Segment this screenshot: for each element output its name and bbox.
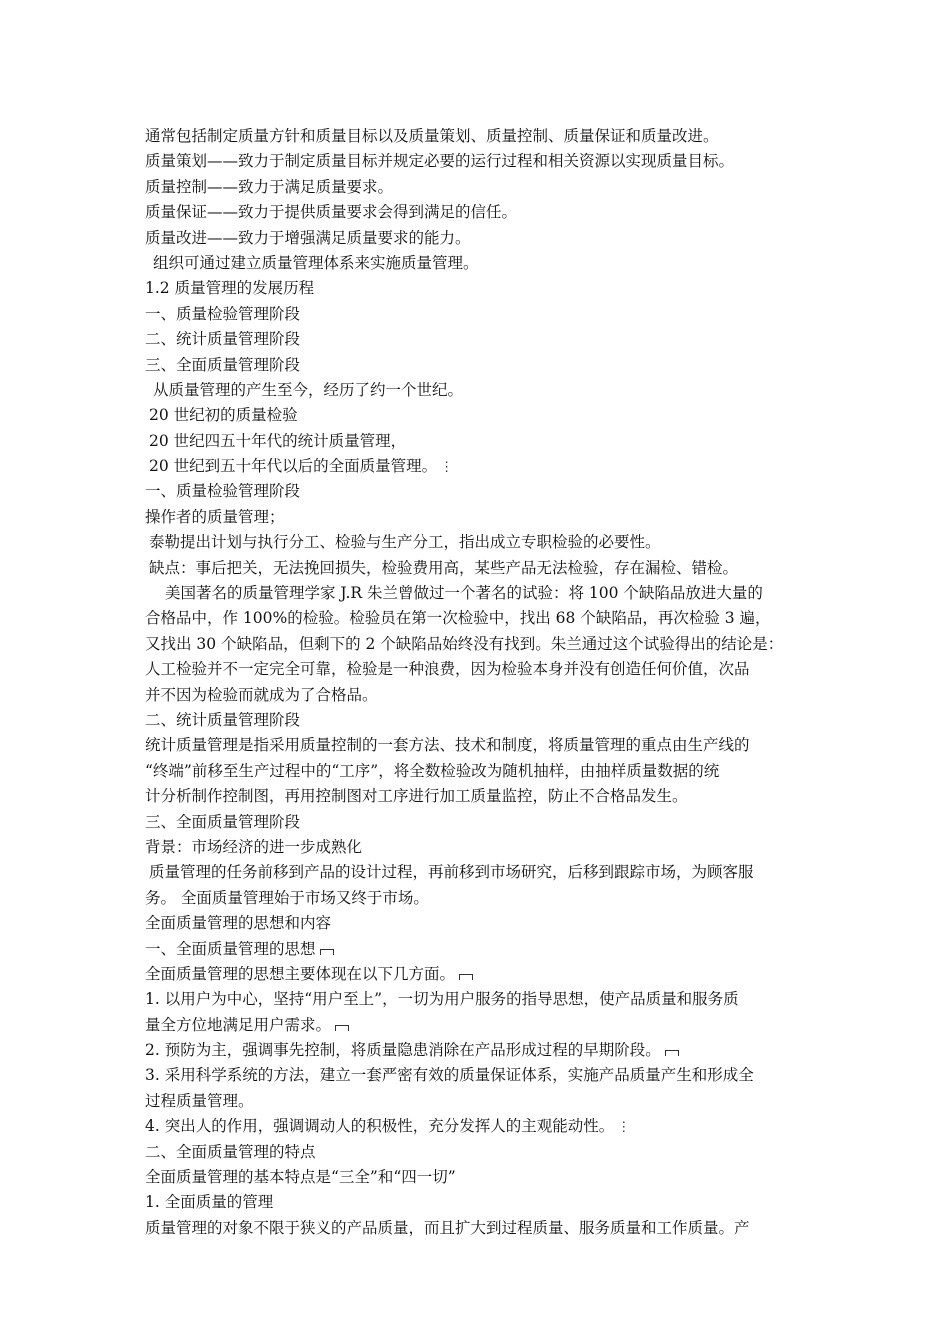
line-text: 20 世纪初的质量检验 [149,406,298,425]
line-text: 一、质量检验管理阶段 [145,304,301,323]
paragraph-line [145,962,815,987]
anchor-bracket-icon [459,974,473,980]
line-text: 质量策划——致力于制定质量目标并规定必要的运行过程和相关资源以实现质量目标。 [145,152,735,171]
line-text: 统计质量管理是指采用质量控制的一套方法、技术和制度，将质量管理的重点由生产线的 [145,736,750,755]
paragraph-line [145,708,815,733]
paragraph-line [145,733,815,758]
paragraph-line [145,378,815,403]
paragraph-line [145,556,815,581]
paragraph-line [145,302,815,327]
line-text: 二、统计质量管理阶段 [145,710,301,729]
paragraph-line [145,759,815,784]
line-text: 又找出 30 个缺陷品，但剩下的 2 个缺陷品始终没有找到。朱兰通过这个试验得出的结论是： [145,634,784,653]
paragraph-line [145,251,815,276]
paragraph-line [145,860,815,885]
line-text: 背景：市场经济的进一步成熟化 [145,837,363,856]
line-text: 1. 以用户为中心，坚持“用户至上”，一切为用户服务的指导思想，使产品质量和服务质 [145,990,739,1009]
line-text: 合格品中，作 100%的检验。检验员在第一次检验中，找出 68 个缺陷品，再次检验 3 遍， [145,609,771,628]
paragraph-line [145,810,815,835]
line-text: 2. 预防为主，强调事先控制，将质量隐患消除在产品形成过程的早期阶段。 [145,1041,661,1060]
line-text: 一、全面质量管理的思想 [145,939,316,958]
paragraph-line [145,429,815,454]
line-text: 泰勒提出计划与执行分工、检验与生产分工，指出成立专职检验的必要性。 [149,533,661,552]
paragraph-line [145,403,815,428]
paragraph-line [145,784,815,809]
line-text: 量全方位地满足用户需求。 [145,1015,332,1034]
line-text: 操作者的质量管理； [145,507,285,526]
line-text: 从质量管理的产生至今，经历了约一个世纪。 [153,380,464,399]
paragraph-line [145,1190,815,1215]
paragraph-line [145,1140,815,1165]
line-text: 组织可通过建立质量管理体系来实施质量管理。 [153,253,479,272]
paragraph-line [145,1063,815,1088]
line-text: 二、统计质量管理阶段 [145,330,301,349]
paragraph-line [145,353,815,378]
paragraph-line [145,987,815,1012]
vertical-ellipsis-icon: ⋮ [617,1120,631,1136]
line-text: 务。 全面质量管理始于市场又终于市场。 [145,888,429,907]
line-text: 3. 采用科学系统的方法，建立一套严密有效的质量保证体系，实施产品质量产生和形成全 [145,1066,754,1085]
paragraph-line [145,1089,815,1114]
paragraph-line [145,657,815,682]
paragraph-line [145,530,815,555]
paragraph-line [145,226,815,251]
line-text: 计分析制作控制图，再用控制图对工序进行加工质量监控，防止不合格品发生。 [145,787,688,806]
line-text: 20 世纪到五十年代以后的全面质量管理。 [149,457,438,476]
paragraph-line [145,124,815,149]
line-text: 质量管理的任务前移到产品的设计过程，再前移到市场研究，后移到跟踪市场，为顾客服 [149,863,754,882]
paragraph-line [145,327,815,352]
paragraph-line [145,479,815,504]
paragraph-line [145,175,815,200]
vertical-ellipsis-icon: ⋮ [440,460,454,476]
paragraph-line [145,1013,815,1038]
paragraph-line [145,937,815,962]
paragraph-line [145,606,815,631]
line-text: 4. 突出人的作用，强调调动人的积极性，充分发挥人的主观能动性。 [145,1117,615,1136]
anchor-bracket-icon [665,1050,679,1056]
paragraph-line [145,454,815,479]
line-text: 全面质量管理的思想主要体现在以下几方面。 [145,964,456,983]
anchor-bracket-icon [320,949,334,955]
paragraph-line [145,683,815,708]
line-text: 过程质量管理。 [145,1091,254,1110]
line-text: 20 世纪四五十年代的统计质量管理， [149,431,407,450]
paragraph-line [145,1216,815,1241]
line-text: 质量管理的对象不限于狭义的产品质量，而且扩大到过程质量、服务质量和工作质量。产 [145,1218,750,1237]
anchor-bracket-icon [335,1025,349,1031]
paragraph-line [145,200,815,225]
paragraph-line [145,886,815,911]
line-text: 1.2 质量管理的发展历程 [145,279,315,298]
line-text: 质量改进——致力于增强满足质量要求的能力。 [145,228,471,247]
paragraph-line [145,1114,815,1139]
line-text: 全面质量管理的思想和内容 [145,914,332,933]
paragraph-line [145,1165,815,1190]
line-text: 质量保证——致力于提供质量要求会得到满足的信任。 [145,203,518,222]
paragraph-line [145,632,815,657]
paragraph-line [145,581,815,606]
paragraph-line [145,835,815,860]
line-text: 缺点：事后把关，无法挽回损失，检验费用高，某些产品无法检验，存在漏检、错检。 [149,558,739,577]
paragraph-line [145,276,815,301]
paragraph-line [145,505,815,530]
line-text: 三、全面质量管理阶段 [145,355,301,374]
line-text: 人工检验并不一定完全可靠，检验是一种浪费，因为检验本身并没有创造任何价值，次品 [145,660,750,679]
line-text: 三、全面质量管理阶段 [145,812,301,831]
paragraph-line [145,149,815,174]
line-text: 一、质量检验管理阶段 [145,482,301,501]
line-text: 二、全面质量管理的特点 [145,1142,316,1161]
paragraph-line [145,911,815,936]
line-text: 全面质量管理的基本特点是“三全”和“四一切” [145,1168,456,1187]
line-text: 美国著名的质量管理学家 J.R 朱兰曾做过一个著名的试验：将 100 个缺陷品放进大量的 [165,584,763,603]
line-text: 并不因为检验而就成为了合格品。 [145,685,378,704]
line-text: “终端”前移至生产过程中的“工序”，将全数检验改为随机抽样，由抽样质量数据的统 [145,761,720,780]
line-text: 1. 全面质量的管理 [145,1193,274,1212]
line-text: 质量控制——致力于满足质量要求。 [145,177,394,196]
document-page [145,124,815,1241]
paragraph-line [145,1038,815,1063]
line-text: 通常包括制定质量方针和质量目标以及质量策划、质量控制、质量保证和质量改进。 [145,127,719,145]
